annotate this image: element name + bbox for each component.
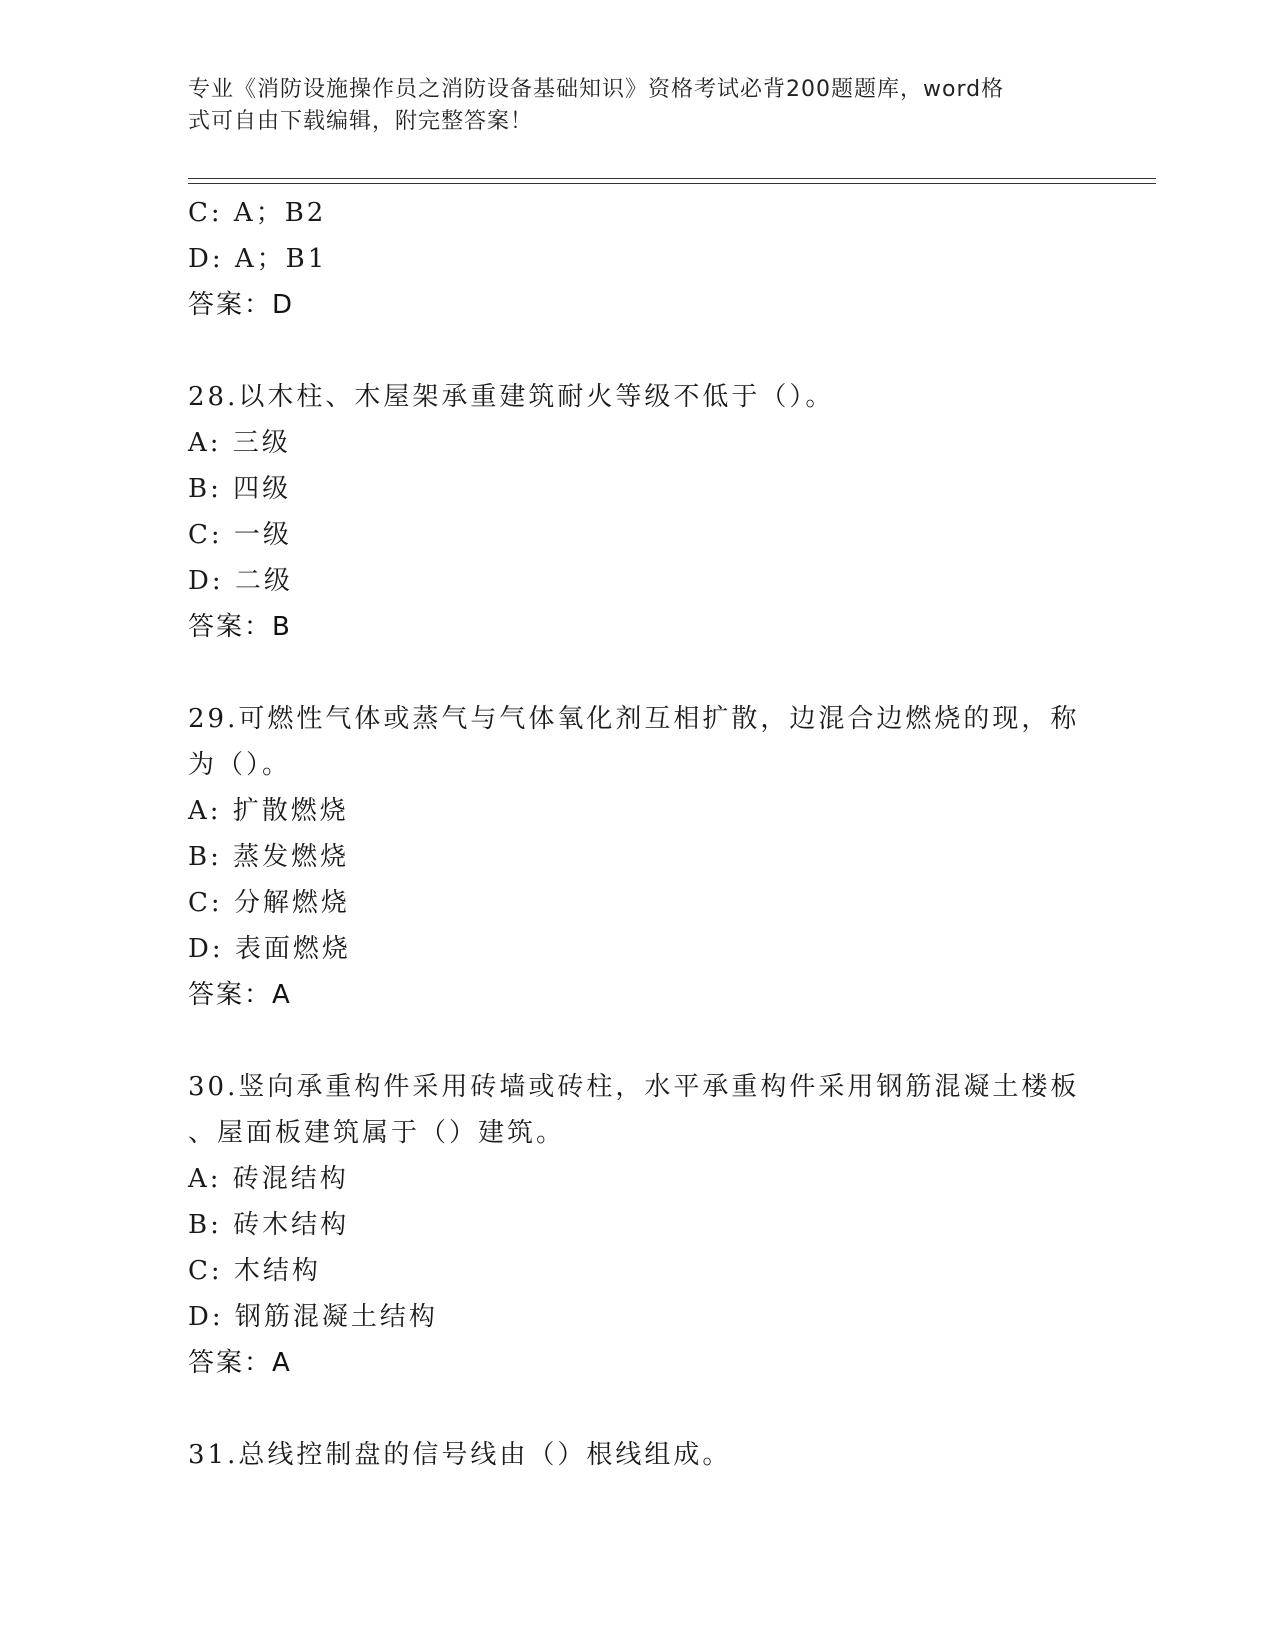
document-content	[188, 190, 1088, 1478]
answer: 答案：A	[188, 980, 292, 1010]
option-c: C: 分解燃烧	[188, 888, 350, 918]
option-a: A: 三级	[188, 428, 291, 458]
option-a: A: 砖混结构	[188, 1164, 349, 1194]
question-31	[188, 1432, 1088, 1478]
option-b: B: 四级	[188, 474, 292, 504]
option-c: C: 一级	[188, 520, 292, 550]
question-30	[188, 1064, 1088, 1386]
answer: 答案：D	[188, 290, 295, 320]
question-27-tail	[188, 190, 1088, 328]
question-stem-line-2: 为（）。	[188, 750, 292, 780]
answer: 答案：B	[188, 612, 292, 642]
question-29	[188, 696, 1088, 1018]
option-c: C: 木结构	[188, 1256, 321, 1286]
question-stem-line-1: 29.可燃性气体或蒸气与气体氧化剂互相扩散，边混合边燃烧的现，称	[188, 704, 1080, 734]
spacer	[188, 650, 1088, 696]
spacer	[188, 1386, 1088, 1432]
question-28	[188, 374, 1088, 650]
spacer	[188, 328, 1088, 374]
document-header	[188, 74, 1068, 138]
header-line-1: 专业《消防设施操作员之消防设备基础知识》资格考试必背200题题库，word格	[188, 77, 1005, 102]
spacer	[188, 1018, 1088, 1064]
option-d: D: 钢筋混凝土结构	[188, 1302, 438, 1332]
header-divider-bottom	[188, 183, 1156, 184]
question-stem-line-2: 、屋面板建筑属于（）建筑。	[188, 1118, 566, 1148]
question-stem: 28.以木柱、木屋架承重建筑耐火等级不低于（）。	[188, 382, 835, 412]
header-line-2: 式可自由下载编辑，附完整答案！	[188, 109, 534, 134]
option-d: D: A；B1	[188, 244, 328, 274]
option-c: C: A；B2	[188, 198, 327, 228]
answer: 答案：A	[188, 1348, 292, 1378]
option-d: D: 表面燃烧	[188, 934, 351, 964]
option-d: D: 二级	[188, 566, 293, 596]
option-a: A: 扩散燃烧	[188, 796, 349, 826]
option-b: B: 蒸发燃烧	[188, 842, 350, 872]
header-divider-top	[188, 178, 1156, 179]
question-stem: 31.总线控制盘的信号线由（）根线组成。	[188, 1440, 732, 1470]
option-b: B: 砖木结构	[188, 1210, 350, 1240]
question-stem-line-1: 30.竖向承重构件采用砖墙或砖柱，水平承重构件采用钢筋混凝土楼板	[188, 1072, 1080, 1102]
